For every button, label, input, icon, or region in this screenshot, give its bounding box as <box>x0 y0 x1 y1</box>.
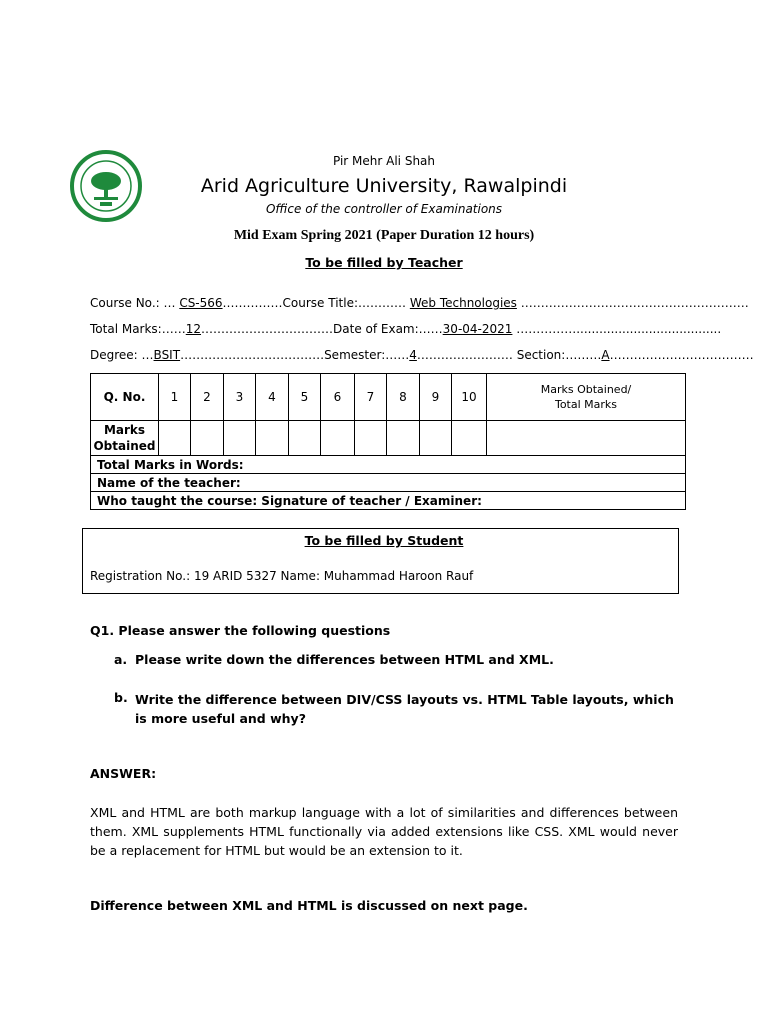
teacher-section-title: To be filled by Teacher <box>305 255 463 270</box>
semester-value: 4 <box>409 348 417 362</box>
marks-cell <box>355 421 387 456</box>
student-section-title: To be filled by Student <box>304 533 464 548</box>
date-value: 30-04-2021 <box>442 322 513 336</box>
answer-note: Difference between XML and HTML is discussed on next page. <box>90 898 528 913</box>
question-b-text: Write the difference between DIV/CSS layouts vs. HTML Table layouts, which is more useful and why? <box>135 692 674 726</box>
marks-cell <box>420 421 452 456</box>
course-no-value: CS-566 <box>179 296 223 310</box>
answer-paragraph: XML and HTML are both markup language with a lot of similarities and differences between them. XML supplements HTML functionally via added extensions like CSS. XML would never be a replacement for HTML but would be an extension to it. <box>90 805 678 858</box>
marks-obtained-label: Marks Obtained <box>91 421 159 456</box>
question-1: Q1. Please answer the following questions <box>90 623 391 638</box>
marks-cell <box>452 421 487 456</box>
date-label: ……………………………Date of Exam:…… <box>201 322 443 336</box>
teacher-name-label: Name of the teacher: <box>91 474 686 492</box>
section-value: A <box>601 348 610 362</box>
section-tail: ……………………………… <box>609 348 754 362</box>
course-title-tail: ………………………………………………… <box>516 296 749 310</box>
marks-cell <box>159 421 191 456</box>
total-marks-label: Total Marks:…… <box>90 322 186 336</box>
question-number: 1 <box>159 374 191 421</box>
marks-cell <box>191 421 224 456</box>
question-b-marker: b. <box>114 690 128 705</box>
total-marks-value: 12 <box>185 322 202 336</box>
total-marks-words-label: Total Marks in Words: <box>91 456 686 474</box>
question-a-text: Please write down the differences between HTML and XML. <box>135 652 554 667</box>
qno-header: Q. No. <box>91 374 159 421</box>
marks-cell <box>224 421 256 456</box>
marks-cell <box>289 421 321 456</box>
marks-obtained-row <box>91 421 686 456</box>
office-line: Office of the controller of Examinations <box>265 202 503 216</box>
question-number: 6 <box>321 374 355 421</box>
marks-cell <box>321 421 355 456</box>
total-marks-header: Marks Obtained/ Total Marks <box>487 374 686 421</box>
marks-table <box>90 373 686 510</box>
question-number: 3 <box>224 374 256 421</box>
marks-cell <box>256 421 289 456</box>
question-number: 10 <box>452 374 487 421</box>
question-number: 4 <box>256 374 289 421</box>
question-number: 9 <box>420 374 452 421</box>
course-title-value: Web Technologies <box>409 296 517 310</box>
words-row <box>91 456 686 474</box>
signature-label: Who taught the course: Signature of teacher / Examiner: <box>91 492 686 510</box>
institute-top-line: Pir Mehr Ali Shah <box>332 154 436 168</box>
marks-total-cell <box>487 421 686 456</box>
question-number: 2 <box>191 374 224 421</box>
question-number: 5 <box>289 374 321 421</box>
table-header-row <box>91 374 686 421</box>
signature-row <box>91 492 686 510</box>
semester-label: ………………………………Semester:…… <box>180 348 410 362</box>
teacher-name-row <box>91 474 686 492</box>
course-no-label: Course No.: … <box>90 296 180 310</box>
course-line <box>90 296 749 310</box>
degree-value: BSIT <box>153 348 181 362</box>
exam-title: Mid Exam Spring 2021 (Paper Duration 12 hours) <box>233 228 535 243</box>
degree-line <box>90 348 754 362</box>
section-label: …………………… Section:……… <box>416 348 602 362</box>
course-title-label: ……………Course Title:………… <box>222 296 410 310</box>
question-number: 8 <box>387 374 420 421</box>
university-name: Arid Agriculture University, Rawalpindi <box>200 175 568 197</box>
marks-cell <box>387 421 420 456</box>
marks-date-line <box>90 322 721 336</box>
question-a-marker: a. <box>114 652 128 667</box>
answer-heading: ANSWER: <box>90 766 157 781</box>
registration-line: Registration No.: 19 ARID 5327 Name: Muhammad Haroon Rauf <box>90 569 474 583</box>
question-number: 7 <box>355 374 387 421</box>
date-tail: ……………...................................... <box>512 322 722 336</box>
degree-label: Degree: … <box>90 348 154 362</box>
